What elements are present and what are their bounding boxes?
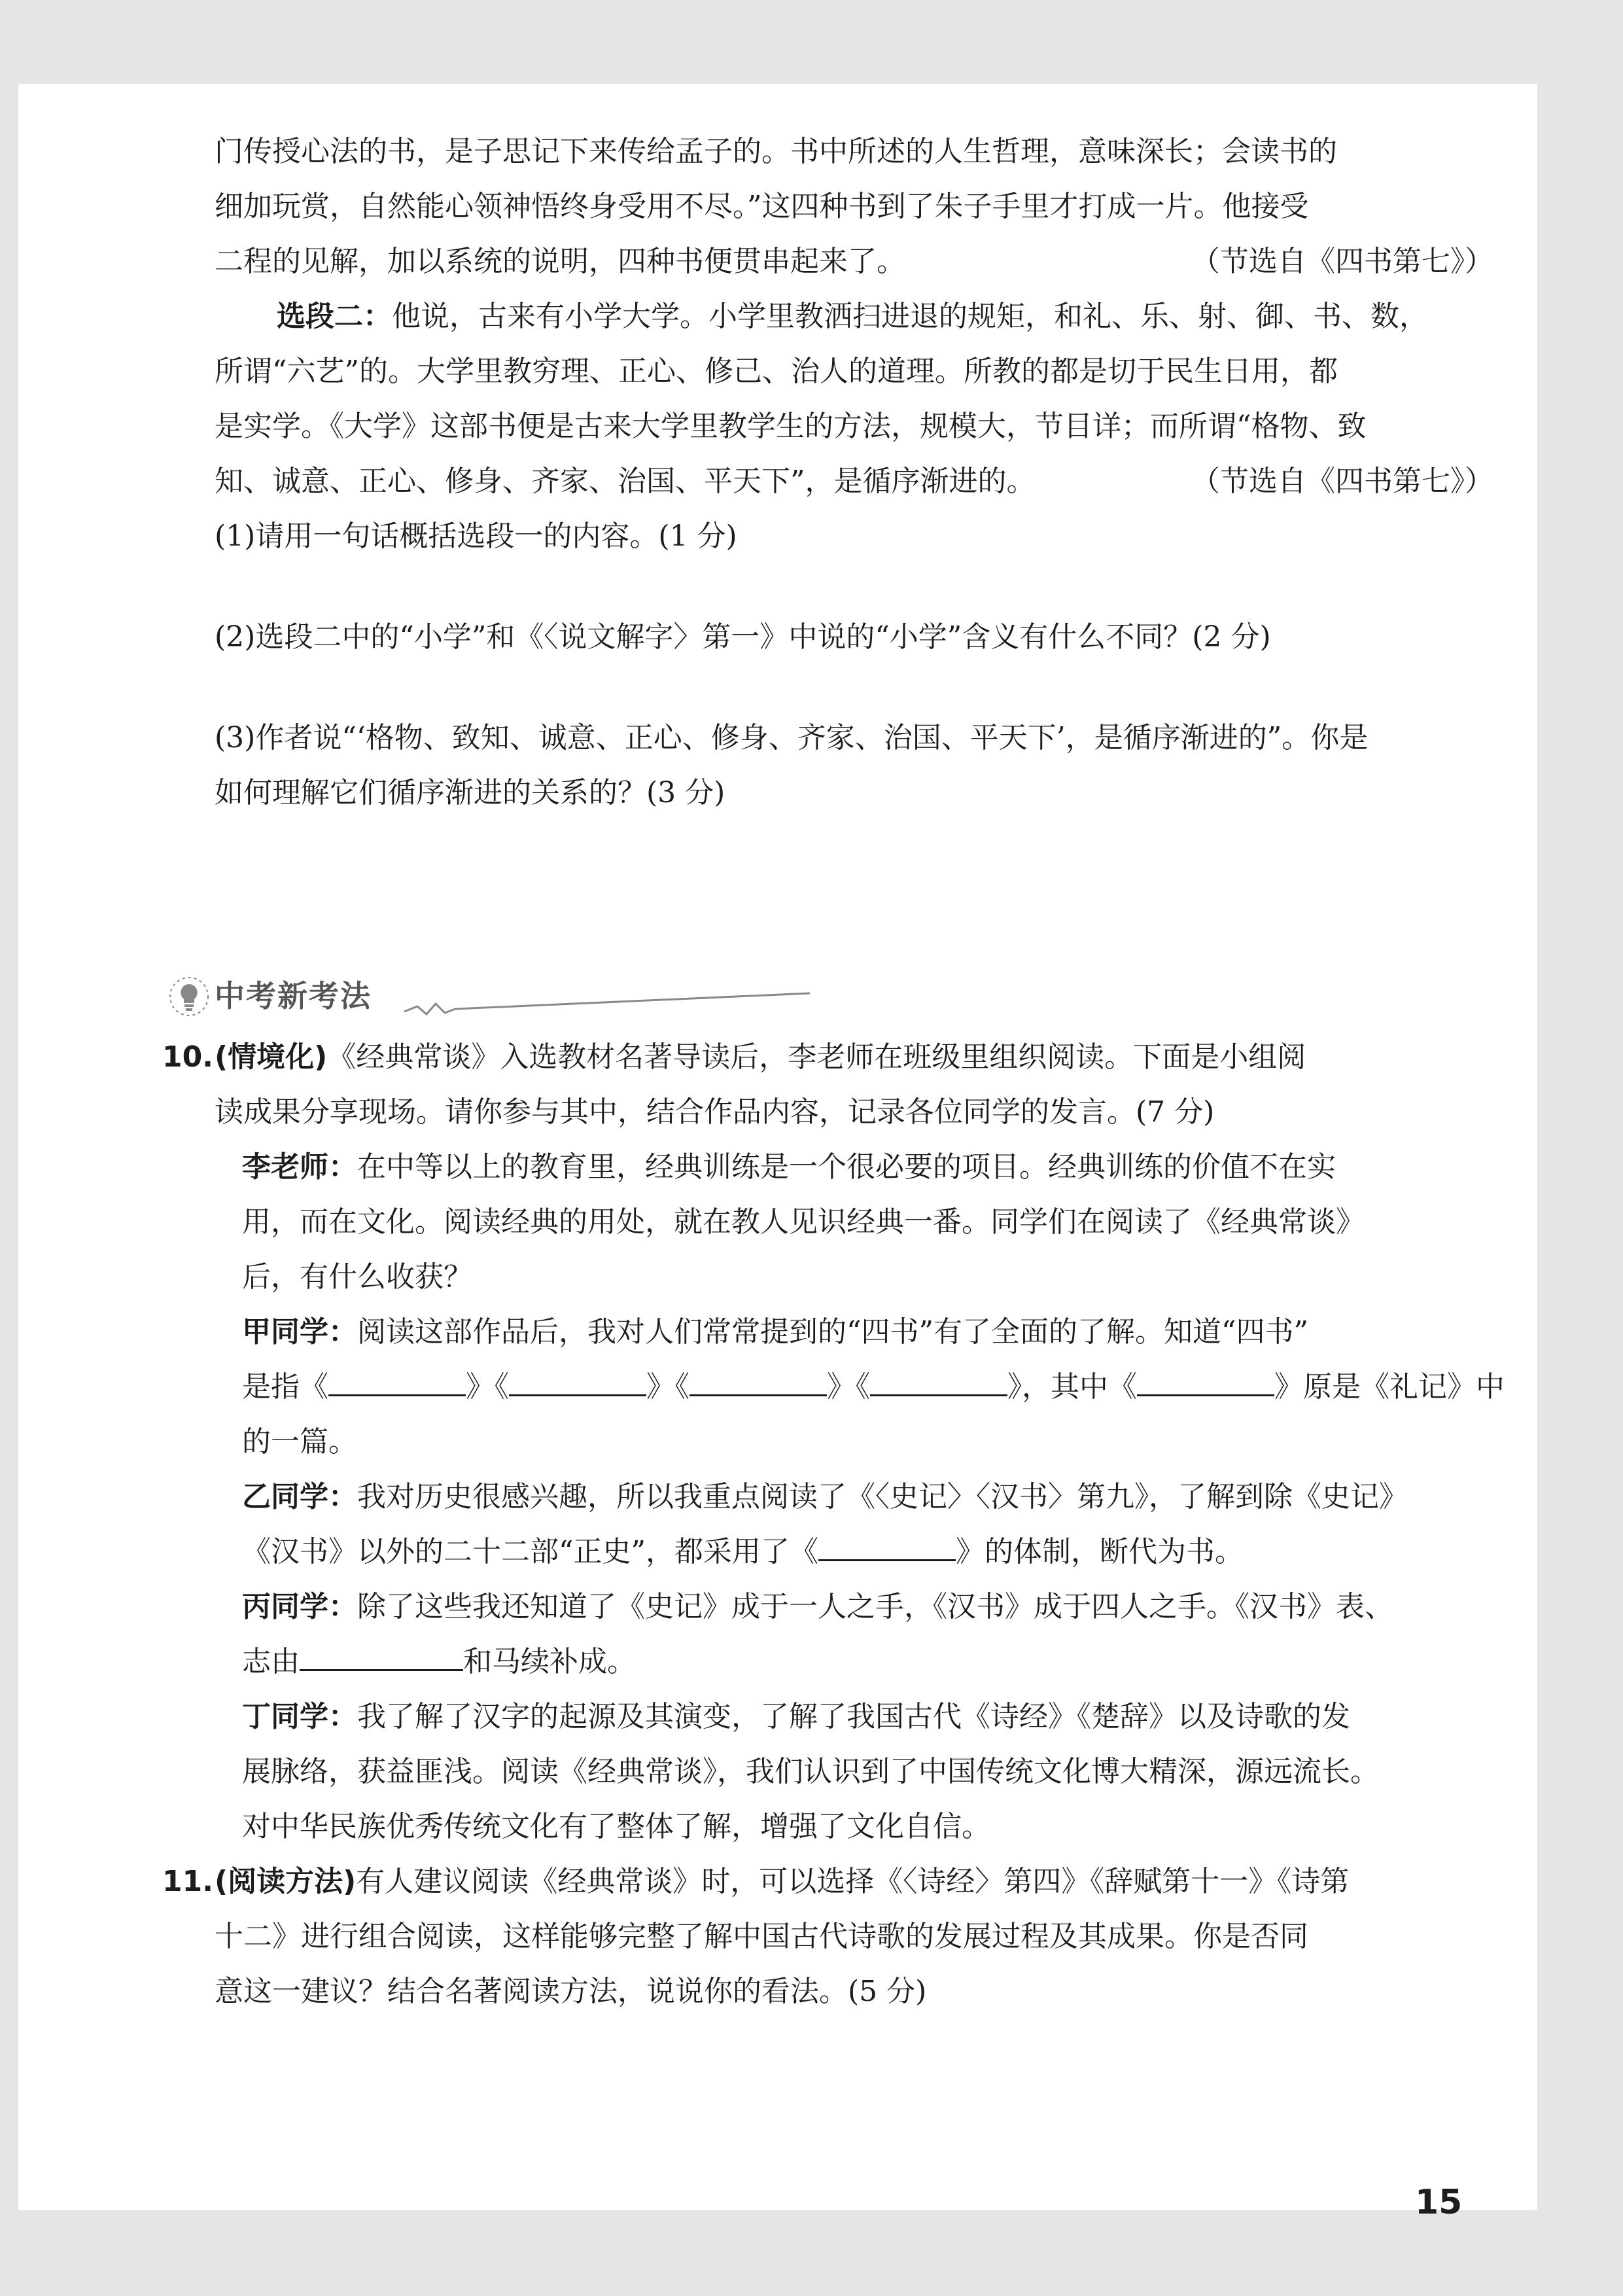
speaker-label: 乙同学： [242,1480,357,1513]
passage2-line: 所谓“六艺”的。大学里教穷理、正心、修己、治人的道理。所教的都是切于民生日用，都 [215,355,1338,388]
question-tag: (阅读方法) [215,1865,357,1898]
teacher-line3: 后，有什么收获？ [242,1260,472,1294]
passage1-source: （节选自《四书第七》） [1191,245,1493,278]
question-9-1: (1)请用一句话概括选段一的内容。(1 分) [215,520,737,553]
page-number: 15 [1415,2183,1463,2222]
passage1-line: 细加玩赏，自然能心领神悟终身受用不尽。”这四种书到了朱子手里才打成一片。他接受 [215,190,1309,223]
answer-space[interactable] [215,2019,1493,2157]
question-9-3-line1: (3)作者说“‘格物、致知、诚意、正心、修身、齐家、治国、平天下’，是循序渐进的”。你是 [215,721,1369,754]
section-header [215,958,1493,1030]
decorative-wave [404,984,810,1023]
teacher-line2: 用，而在文化。阅读经典的用处，就在教人见识经典一番。同学们在阅读了《经典常谈》 [242,1205,1365,1239]
fill-blank[interactable] [1137,1369,1274,1396]
student-bing-line1: 丙同学：除了这些我还知道了《史记》成于一人之手，《汉书》成于四人之手。《汉书》表、 [242,1590,1393,1623]
question-tag: (情境化) [215,1040,328,1074]
student-yi-line1: 乙同学：我对历史很感兴趣，所以我重点阅读了《〈史记〉〈汉书〉第九》，了解到除《史记》 [242,1480,1408,1513]
question-9-2: (2)选段二中的“小学”和《〈说文解字〉第一》中说的“小学”含义有什么不同？(2 分) [215,620,1271,654]
question-number: 10. [162,1040,213,1074]
fill-blank[interactable] [689,1369,827,1396]
section-title: 中考新考法 [215,978,372,1014]
fill-blank[interactable] [509,1369,646,1396]
answer-space[interactable] [215,665,1493,711]
student-ding-line3: 对中华民族优秀传统文化有了整体了解，增强了文化自信。 [242,1810,990,1843]
student-jia-line1: 甲同学：阅读这部作品后，我对人们常常提到的“四书”有了全面的了解。知道“四书” [242,1315,1308,1349]
teacher-line1: 李老师：在中等以上的教育里，经典训练是一个很必要的项目。经典训练的价值不在实 [242,1150,1336,1184]
speaker-label: 丁同学： [242,1700,357,1733]
fill-blank[interactable] [328,1369,466,1396]
student-jia-line3: 的一篇。 [242,1425,357,1458]
passage2-label: 选段二： [277,300,392,333]
question-number: 11. [162,1865,213,1898]
question-11-line2: 十二》进行组合阅读，这样能够完整了解中国古代诗歌的发展过程及其成果。你是否同 [215,1920,1308,1953]
student-jia-line2: 是指《 》《 》《 》《 》，其中《 》原是《礼记》中 [242,1370,1505,1404]
student-yi-line2: 《汉书》以外的二十二部“正史”，都采用了《 》的体制，断代为书。 [242,1535,1244,1568]
speaker-label: 甲同学： [242,1315,357,1349]
speaker-label: 李老师： [242,1150,357,1184]
lightbulb-icon [169,976,209,1017]
answer-space[interactable] [215,564,1493,610]
passage2-line: 是实学。《大学》这部书便是古来大学里教学生的方法，规模大，节目详；而所谓“格物、致 [215,410,1367,443]
question-11-line1: 11. (阅读方法)有人建议阅读《经典常谈》时，可以选择《〈诗经〉第四》《辞赋第十一》《诗第 [215,1854,1493,1909]
passage2-source: （节选自《四书第七》） [1191,465,1493,498]
speaker-label: 丙同学： [242,1590,357,1623]
fill-blank[interactable] [818,1534,956,1561]
question-11-line3: 意这一建议？结合名著阅读方法，说说你的看法。(5 分) [215,1975,927,2008]
student-ding-line2: 展脉络，获益匪浅。阅读《经典常谈》，我们认识到了中国传统文化博大精深，源远流长。 [242,1755,1379,1788]
fill-blank[interactable] [300,1644,463,1671]
passage2-line-last: 知、诚意、正心、修身、齐家、治国、平天下”，是循序渐进的。 （节选自《四书第七》） [215,454,1493,509]
question-10-line2: 读成果分享现场。请你参与其中，结合作品内容，记录各位同学的发言。(7 分) [215,1095,1215,1129]
passage2-first-line: 选段二：他说，古来有小学大学。小学里教洒扫进退的规矩，和礼、乐、射、御、书、数， [277,300,1428,333]
passage1-line-last: 二程的见解，加以系统的说明，四种书便贯串起来了。 （节选自《四书第七》） [215,234,1493,289]
fill-blank[interactable] [870,1369,1007,1396]
question-9-3-line2: 如何理解它们循序渐进的关系的？(3 分) [215,776,725,809]
answer-space[interactable] [215,821,1493,958]
content [162,124,1505,2157]
student-ding-line1: 丁同学：我了解了汉字的起源及其演变，了解了我国古代《诗经》《楚辞》以及诗歌的发 [242,1700,1350,1733]
student-bing-line2: 志由 和马续补成。 [242,1645,636,1678]
question-10-line1: 10. (情境化)《经典常谈》入选教材名著导读后，李老师在班级里组织阅读。下面是小组阅 [215,1030,1493,1085]
page [18,84,1537,2222]
passage1-line: 门传授心法的书，是子思记下来传给孟子的。书中所述的人生哲理，意味深长；会读书的 [215,135,1337,168]
